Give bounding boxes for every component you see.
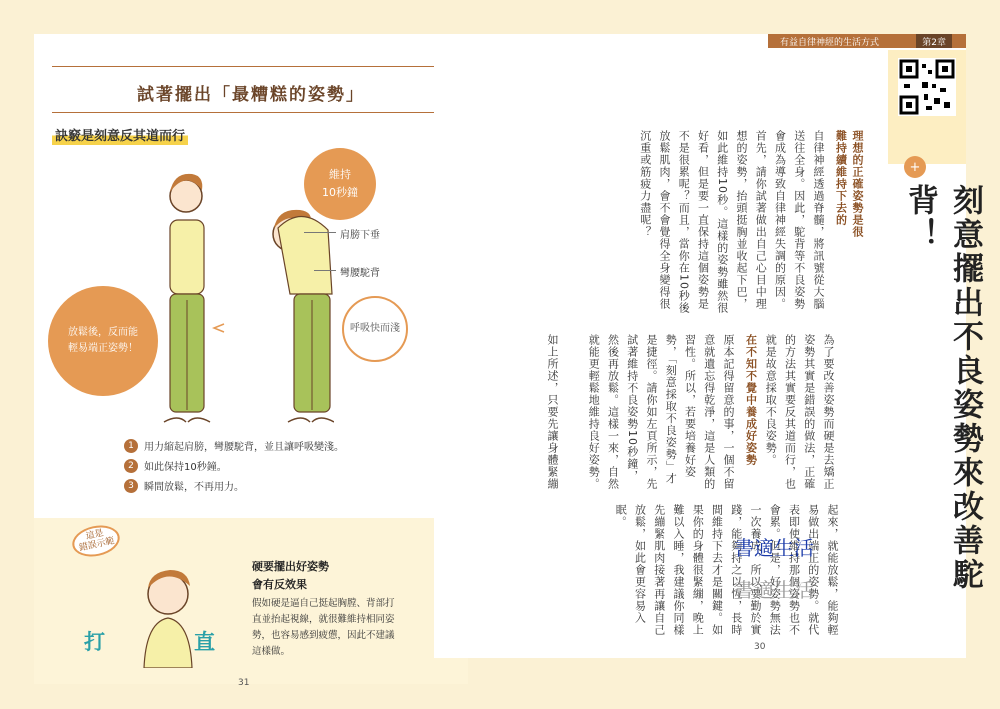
column-heading: 在不知不覺中養成好姿勢 [744, 334, 758, 466]
step-number: 1 [124, 439, 138, 453]
wrong-example-tag: 這是 錯誤示範 [69, 521, 122, 560]
title-rule-bottom [52, 112, 450, 113]
step-text: 用力縮起肩膀，彎腰駝背，並且讓呼吸變淺。 [144, 442, 344, 453]
standing-figure [164, 174, 210, 422]
left-page [34, 34, 468, 688]
char-da: 打 [84, 630, 105, 654]
chapter-tag: 第2章 [916, 34, 952, 48]
watermark: 書適生活 [734, 578, 814, 602]
qr-code-icon[interactable] [898, 58, 956, 116]
qr-panel [888, 50, 966, 164]
hunched-figure [273, 210, 334, 422]
callout-line [314, 270, 336, 271]
tip-box [34, 518, 468, 684]
step-number: 2 [124, 459, 138, 473]
right-page: 有益自律神經的生活方式 第2章 + 刻意擺出不良姿勢來改善駝背！ 理想的正確姿勢是很難持續維持下去的 自律神經透過脊髓，將訊號從大腦送往全身。因此，駝背等不良姿勢會成為導致自律神經失調的原因。首先，請你試著做出自己心目中理想的姿勢，抬頭挺胸並收起下巴，如此維持10秒。這樣的姿勢雖然很好看，但是要一直保持這個姿勢是不是很累呢？而且，當你在10秒後放鬆肌肉，會不會覺得全身變得很沉重或筋疲力盡呢？ 為了要改善姿勢而硬是去矯正姿勢其實是錯誤的做法，正確的方法其實要反其道而行，也就是故意採取不良姿勢。 在不知不覺中養成好姿勢 原本記得留意的事，一個不留意就遺忘得乾淨，這是人類的習性。所以，若要培養好姿勢，「刻意採取不良姿勢」才是捷徑。請你如左頁所示，先試著維持不良姿勢10秒鐘，然後再放鬆。這樣一來，自然就能更輕鬆地維持良好姿勢。 起來，就能放鬆，能夠輕易做出端正的姿勢。就代表即使維持那個姿勢也不會累。但是，好姿勢無法一次養成，所以要勤於實踐，能夠持之以恆，長時間維持下去才是關鍵。如果你的身體很緊繃，晚上難以入睡，我建議你同樣先繃緊肌肉接著再讓自己放鬆，如此會更容易入眠。 如上所述，只要先讓身體緊繃 書適生活 書適生活 30 [434, 34, 966, 658]
section-title: 試著擺出「最糟糕的姿勢」 [137, 85, 365, 105]
char-zhi: 直 [194, 630, 215, 654]
page-number-right: 30 [754, 642, 766, 652]
running-header: 有益自律神經的生活方式 [768, 34, 966, 48]
step-text: 瞬間放鬆，不再用力。 [144, 482, 244, 493]
watermark: 書適生活 [734, 536, 814, 560]
arrow-left-icon [214, 324, 224, 332]
column-text: 起來，就能放鬆，能夠輕易做出端正的姿勢。就代表即使維持那個姿勢也不會累。但是，好姿勢無法一次養成，所以要勤於實踐，能夠持之以恆，長時間維持下去才是關鍵。如果你的身體很緊繃，晚上難以入睡，我建議你同樣先繃緊肌肉接著再讓自己放鬆，如此會更容易入眠。 [614, 504, 839, 636]
step-number: 3 [124, 479, 138, 493]
step-2 [124, 458, 227, 473]
column-text: 為了要改善姿勢而硬是去矯正姿勢其實是錯誤的做法，正確的方法其實要反其道而行，也就是故意採取不良姿勢。 [764, 334, 835, 490]
shoulder-callout: 肩膀下垂 [340, 230, 380, 241]
back-callout: 彎腰駝背 [340, 268, 380, 279]
relax-bubble: 放鬆後，反而能 輕易端正姿勢！ [48, 286, 158, 396]
step-3 [124, 478, 244, 493]
tip-title: 硬要擺出好姿勢 會有反效果 [252, 560, 329, 591]
step-1 [124, 438, 344, 453]
tip-body: 假如硬是逼自己挺起胸膛、背部打直並抬起視線，就很難維持相同姿勢，也容易感到疲憊，因此不建議這樣做。 [252, 598, 395, 658]
main-heading: 刻意擺出不良姿勢來改善駝背！ [902, 184, 983, 592]
column-text: 原本記得留意的事，一個不留意就遺忘得乾淨，這是人類的習性。所以，若要培養好姿勢，「刻意採取不良姿勢」才是捷徑。請你如左頁所示，先試著維持不良姿勢10秒鐘，然後再放鬆。這樣一來，自然就能更輕鬆地維持良好姿勢。 [587, 334, 735, 490]
posture-illustration [134, 164, 334, 434]
page-number-left: 31 [238, 678, 250, 688]
title-rule-top [52, 66, 450, 67]
hold-bubble: 維持 10秒鐘 [304, 148, 376, 220]
column-heading: 理想的正確姿勢是很難持續維持下去的 [834, 130, 864, 238]
callout-line [304, 232, 336, 233]
heart-icon: + [904, 156, 926, 178]
column-text: 自律神經透過脊髓，將訊號從大腦送往全身。因此，駝背等不良姿勢會成為導致自律神經失調的原因。首先，請你試著做出自己心目中理想的姿勢，抬頭挺胸並收起下巴，如此維持10秒。這樣的姿勢雖然很好看，但是要一直保持這個姿勢是不是很累呢？而且，當你在10秒後放鬆肌肉，會不會覺得全身變得很沉重或筋疲力盡呢？ [638, 130, 825, 314]
subtitle: 訣竅是刻意反其道而行 [52, 124, 188, 145]
step-text: 如此保持10秒鐘。 [144, 462, 227, 473]
breath-bubble: 呼吸快而淺 [342, 296, 408, 362]
